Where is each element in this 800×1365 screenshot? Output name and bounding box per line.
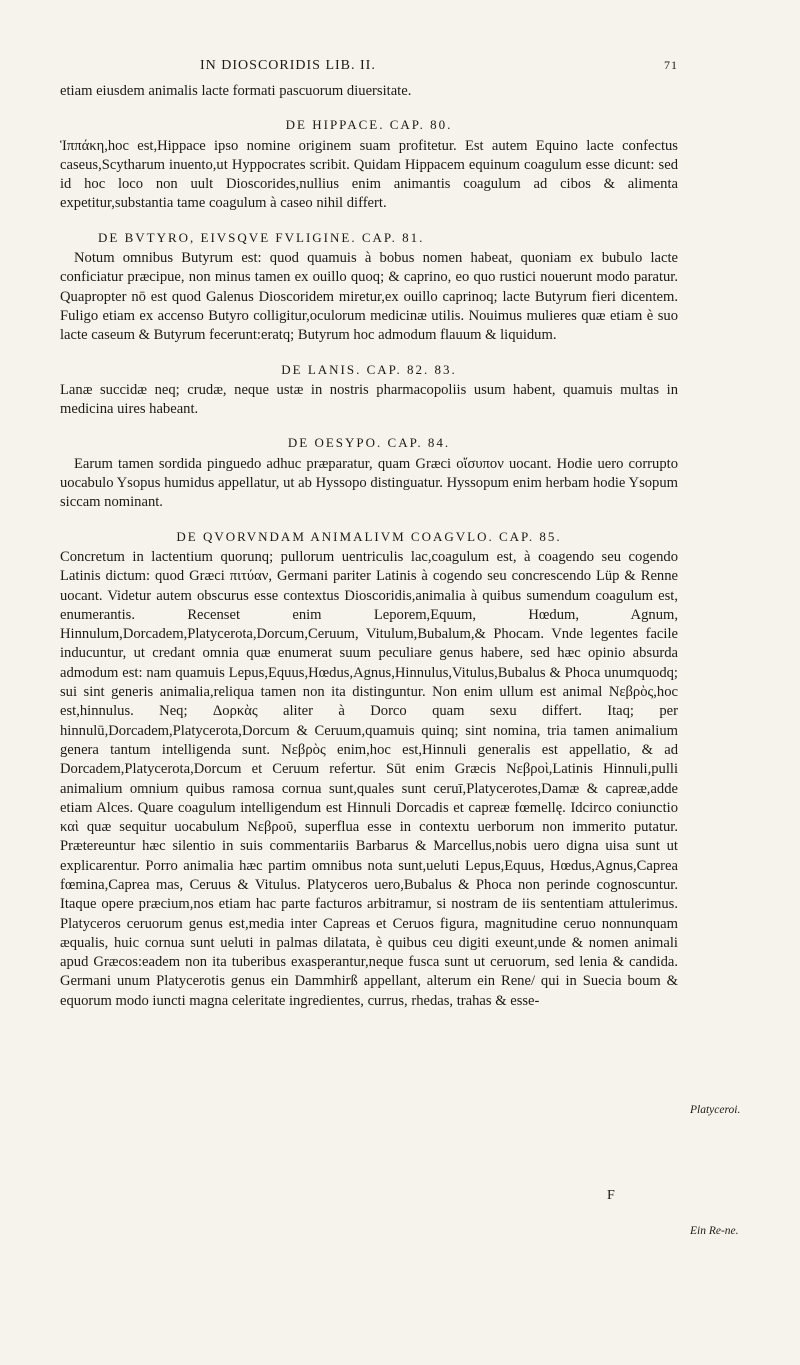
signature-mark: F: [607, 1188, 615, 1203]
paragraph-coagulo: Concretum in lactentium quorunq; pullorum uentriculis lac,coagulum est, à coagendo seu cogendo Latinis dictum: quod Græci πιτύαν, Germani pariter Latinis à cogendo seu concrescendo Lüp & Renne uocant. Videtur autem obscurus esse contextus Dioscoridis,animalia à quibus sumendum coagulum est, enumerantis. Recenset enim Leporem,Equum, Hœdum, Agnum, Hinnulum,Dorcadem,Platycerota,Dorcum,Ceruum, Vitulum,Bubalum,& Phocam. Vnde legentes facile inducuntur, ut credant omnia quæ enumerat suum peculiare genus habere, sed hæc opinio absurda admodum est: nam quamuis Lepus,Equus,Hœdus,Agnus,Hinnulus,Vitulus,Bubalus & Phoca unumquodq; sui sint generis animalia,reliqua tamen non ita distinguntur. Non enim ullum est animal Νεβρὸς,hoc est,hinnulus. Neq; Δορκὰς aliter à Dorco quam sexu differt. Itaq; per hinnulū,Dorcadem,Platycerota,Dorcum & Ceruum,quamuis quinq; sint nomina, tria tamen animalium genera tantum intelligenda sunt. Νεβρὸς enim,hoc est,Hinnuli generalis est appellatio, & ad Dorcadem,Platycerota,Dorcum et Ceruum refertur. Sūt enim Græcis Νεβροὶ,Latinis Hinnuli,pulli animalium omnium quibus ramosa cornua sunt,quales sunt ceruī,Platycerotes,Damæ & capreæ,adde etiam Alces. Quare coagulum intelligendum est Hinnuli Dorcadis et capreæ fœmellę. Idcirco coniunctio καὶ quæ sequitur uocabulum Νεβροῦ, superflua esse in contextu uerborum non immerito putatur. Prætereuntur hæc silentio in suis commentariis Barbarus & Marcellus,nobis uero digna uisa sunt ut explicarentur. Porro animalia hæc partim omnibus nota sunt,ueluti Lepus,Equus, Hœdus,Agnus,Caprea fœmina,Caprea mas, Ceruus & Vitulus. Platyceros uero,Bubalus & Phoca non perinde cognoscuntur. Itaque opere præcium,nos etiam hac parte facturos arbitramur, si nostram de iis sententiam attulerimus. Platyceros ceruorum genus est,media inter Capreas et Ceruos figura, magnitudine ceruo nonnunquam æqualis, huic cornua sunt ueluti in palmas dilatata, è quibus ceu digiti exeunt,unde & nomen animali apud Græcos:eadem non ita tuberibus exasperantur,neque fusca sunt ut ceruorum, sed lenia & candida. Germani unum Platycerotis genus ein Dammhirß appellant, alterum ein Rene/ qui in Suecia boum & equorum modo iuncti magna celeritate ingredientes, currus, rhedas, trahas & esse-: [60, 548, 678, 1009]
paragraph-butyrum: Notum omnibus Butyrum est: quod quamuis à bobus nomen habeat, quoniam ex bubulo lacte conficiatur præcipue, non minus tamen ex ouillo quoq; & caprino, eo quo rustici nouerunt modo paratur. Quapropter nō est quod Galenus Dioscoridem miretur,ex ouillo caprinoq; lacte Butyrum fieri dicentem. Fuligo etiam ex accenso Butyro colligitur,oculorum medicinæ utilis. Nouimus mulieres quæ etiam è suo lacte caseum & Butyrum fecerunt:eratq; Butyrum hoc admodum flauum & liquidum.: [60, 250, 678, 344]
running-head: [60, 58, 678, 78]
main-text: [60, 82, 678, 1011]
running-head-title: IN DIOSCORIDIS LIB. II.: [200, 58, 376, 73]
folio-number: 71: [664, 58, 678, 72]
section-heading-hippace: DE HIPPACE. CAP. 80.: [285, 117, 453, 133]
margin-note-ein-rene: Ein Re-ne.: [690, 1225, 739, 1237]
paragraph-oesypo: Earum tamen sordida pinguedo adhuc præparatur, quam Græci οἴσυπον uocant. Hodie uero corrupto uocabulo Ysopus humidus appellatur, ut ab Hyssopo distinguatur. Hyssopum enim herbam hodie Ysopum siccam nominant.: [60, 455, 678, 511]
paragraph-lanis: Lanæ succidæ neq; crudæ, neque ustæ in nostris pharmacopoliis usum habent, quamuis multas in medicina uires habeant.: [60, 381, 678, 418]
opening-line: etiam eiusdem animalis lacte formati pascuorum diuersitate.: [60, 83, 412, 99]
section-heading-butyrum: DE BVTYRO, EIVSQVE FVLIGINE. CAP. 81.: [98, 229, 425, 245]
paragraph-hippace: Ἱππάκη,hoc est,Hippace ipso nomine originem suam profitetur. Est autem Equino lacte confectus caseus,Scytharum inuento,ut Hyppocrates scribit. Quidam Hippacem equinum coagulum esse dicunt: sed id hoc loco non uult Dioscorides,nullius enim animantis coagulum ad cibos & alimenta expetitur,substantia tame coagulum à caseo nihil differt.: [60, 137, 678, 212]
section-heading-coagulo: DE QVORVNDAM ANIMALIVM COAGVLO. CAP. 85.: [176, 528, 562, 544]
section-heading-lanis: DE LANIS. CAP. 82. 83.: [281, 361, 457, 377]
margin-note-platyceroi: Platyceroi.: [690, 1104, 741, 1116]
section-heading-oesypo: DE OESYPO. CAP. 84.: [287, 435, 451, 451]
